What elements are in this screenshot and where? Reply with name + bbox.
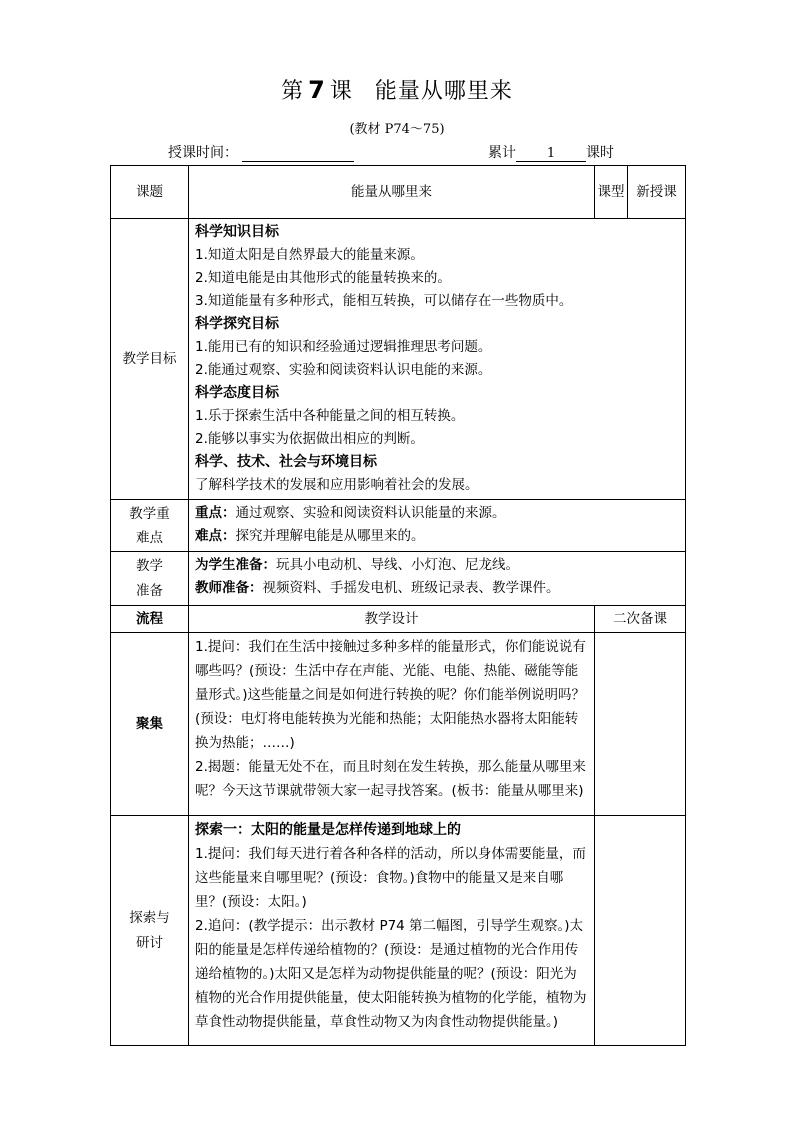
- prep-row: [111, 552, 686, 606]
- goal-item: 1.乐于探索生活中各种能量之间的相互转换。: [195, 408, 465, 424]
- explore-row: [111, 816, 686, 1046]
- teacher-prep-label: 教师准备：: [195, 580, 263, 596]
- goals-label: 教学目标: [111, 219, 189, 500]
- design-header: 教学设计: [189, 606, 595, 633]
- explore-revision-cell[interactable]: [595, 816, 686, 1046]
- meta-row: [0, 142, 794, 162]
- lesson-plan-table: [110, 165, 686, 1046]
- revision-header: 二次备课: [595, 606, 686, 633]
- class-time-label: 授课时间：: [168, 145, 238, 161]
- difficulty-label: 教学重难点: [111, 500, 189, 552]
- lesson-type-label: 课型: [595, 166, 628, 219]
- class-time-field[interactable]: [242, 147, 354, 162]
- explore-label: 探索与研讨: [111, 816, 189, 1046]
- textbook-pages: (教材 P74～75): [349, 122, 445, 137]
- lesson-number: 7: [308, 76, 326, 104]
- teacher-prep-text: 视频资料、手摇发电机、班级记录表、教学课件。: [262, 580, 560, 596]
- title-prefix: 第: [281, 79, 305, 104]
- flow-header-row: [111, 606, 686, 633]
- focus-paragraph: 1.提问：我们在生活中接触过多种多样的能量形式，你们能说说有哪些吗？(预设：生活中存在声能、光能、电能、热能、磁能等能量形式。)这些能量之间是如何进行转换的呢？你们能举例说明吗？(预设：电灯将电能转换为光能和热能；太阳能热水器将太阳能转换为热能；……): [195, 639, 586, 751]
- focus-label: 聚集: [111, 633, 189, 816]
- topic-value: 能量从哪里来: [189, 166, 595, 219]
- explore-content: [189, 816, 595, 1046]
- goals-content: [189, 219, 686, 500]
- goal-item: 1.能用已有的知识和经验通过逻辑推理思考问题。: [195, 339, 492, 355]
- goal-item: 2.能够以事实为依据做出相应的判断。: [195, 431, 424, 447]
- key-point-label: 重点：: [195, 505, 236, 521]
- key-point-text: 通过观察、实验和阅读资料认识能量的来源。: [235, 505, 506, 521]
- hard-point-label: 难点：: [195, 528, 236, 544]
- lesson-type-value: 新授课: [628, 166, 686, 219]
- total-value: 1: [516, 146, 586, 162]
- student-prep-text: 玩具小电动机、导线、小灯泡、尼龙线。: [276, 557, 519, 573]
- goal-item: 1.知道太阳是自然界最大的能量来源。: [195, 247, 424, 263]
- goal-item: 2.知道电能是由其他形式的能量转换来的。: [195, 270, 451, 286]
- total-prefix: 累计: [488, 145, 516, 161]
- title-suffix: 课: [329, 79, 353, 104]
- difficulty-row: [111, 500, 686, 552]
- lesson-name: 能量从哪里来: [374, 79, 513, 104]
- focus-revision-cell[interactable]: [595, 633, 686, 816]
- hard-point-text: 探究并理解电能是从哪里来的。: [235, 528, 425, 544]
- total-hours: [488, 142, 614, 162]
- focus-content: [189, 633, 595, 816]
- topic-label: 课题: [111, 166, 189, 219]
- goal-heading: 科学、技术、社会与环境目标: [195, 454, 377, 470]
- class-time: [168, 142, 354, 162]
- flow-header: 流程: [111, 606, 189, 633]
- prep-content: [189, 552, 686, 606]
- explore-heading: 探索一：太阳的能量是怎样传递到地球上的: [195, 822, 461, 838]
- focus-paragraph: 2.揭题：能量无处不在，而且时刻在发生转换，那么能量从哪里来呢？今天这节课就带领大家一起寻找答案。(板书：能量从哪里来): [195, 759, 586, 799]
- goals-row: [111, 219, 686, 500]
- topic-row: [111, 166, 686, 219]
- goal-heading: 科学态度目标: [195, 385, 279, 401]
- total-suffix: 课时: [586, 145, 614, 161]
- student-prep-label: 为学生准备：: [195, 557, 276, 573]
- goal-item: 了解科学技术的发展和应用影响着社会的发展。: [195, 477, 479, 493]
- goal-heading: 科学知识目标: [195, 224, 279, 240]
- prep-label: 教学准备: [111, 552, 189, 606]
- difficulty-content: [189, 500, 686, 552]
- lesson-title: [0, 74, 794, 105]
- focus-row: [111, 633, 686, 816]
- explore-paragraph: 2.追问：(教学提示：出示教材 P74 第二幅图，引导学生观察。)太阳的能量是怎样传递给植物的？(预设：是通过植物的光合作用传递给植物的。)太阳又是怎样为动物提供能量的呢？(预设：阳光为植物的光合作用提供能量，使太阳能转换为植物的化学能，植物为草食性动物提供能量，草食性动物又为肉食性动物提供能量。): [195, 918, 587, 1030]
- explore-paragraph: 1.提问：我们每天进行着各种各样的活动，所以身体需要能量，而这些能量来自哪里呢？(预设：食物。)食物中的能量又是来自哪里？(预设：太阳。): [195, 846, 586, 910]
- goal-heading: 科学探究目标: [195, 316, 279, 332]
- goal-item: 2.能通过观察、实验和阅读资料认识电能的来源。: [195, 362, 492, 378]
- goal-item: 3.知道能量有多种形式，能相互转换，可以储存在一些物质中。: [195, 293, 573, 309]
